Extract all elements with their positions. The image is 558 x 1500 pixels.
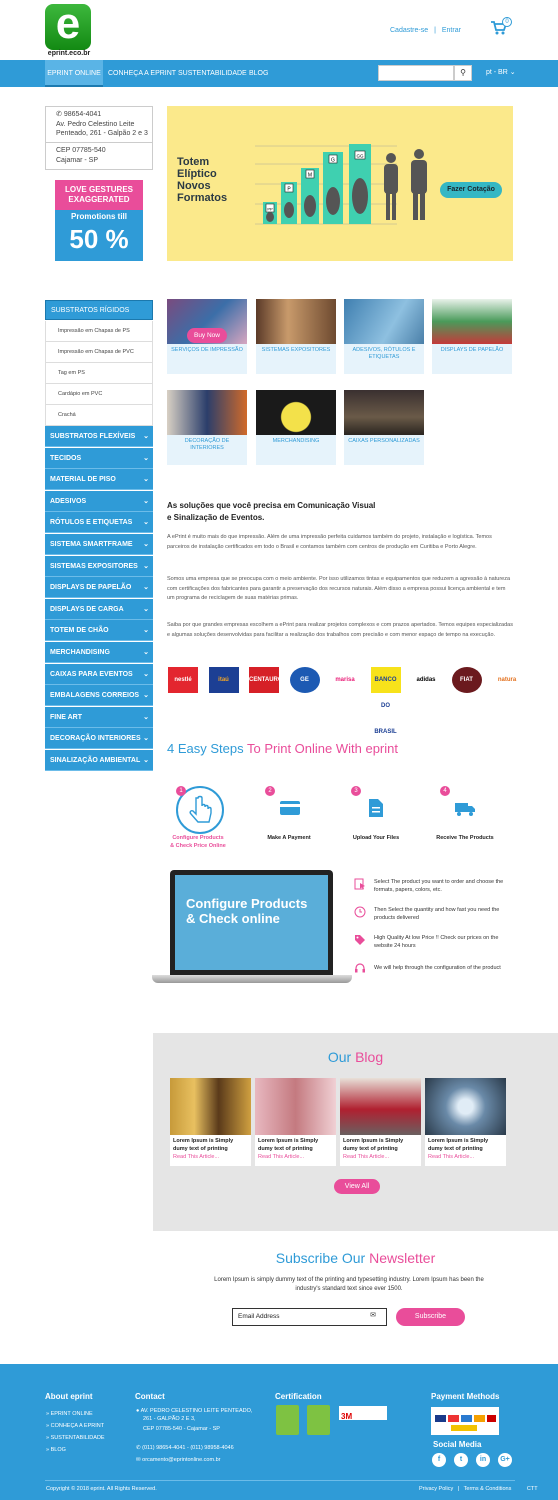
promo-headline: LOVE GESTURES EXAGGERATED xyxy=(55,180,143,210)
step-number: 1 xyxy=(176,786,186,796)
tile-decoracao-interiores[interactable] xyxy=(167,390,247,465)
read-more-link[interactable]: Read This Article... xyxy=(173,1154,220,1160)
google-plus-icon[interactable]: G+ xyxy=(498,1453,512,1467)
promo-percent: 50 % xyxy=(69,224,129,254)
brand-logo: CENTAURO xyxy=(249,667,279,693)
newsletter-title: Subscribe Our Newsletter xyxy=(275,1250,436,1266)
chevron-down-icon: ⌄ xyxy=(143,584,149,592)
step-number: 4 xyxy=(440,786,450,796)
footer-payment-title: Payment Methods xyxy=(431,1392,500,1401)
search-icon: ⚲ xyxy=(460,68,466,77)
eprint-logo[interactable]: e xyxy=(45,4,91,50)
sidebar-head-substratos-rigidos[interactable]: SUBSTRATOS RÍGIDOS xyxy=(45,300,153,320)
footer-social-title: Social Media xyxy=(433,1440,482,1449)
sidebar-category[interactable]: ADESIVOS ⌄ xyxy=(45,491,153,512)
chevron-down-icon: ⌄ xyxy=(143,627,149,635)
promo-till: Promotions till xyxy=(71,212,127,221)
register-link[interactable]: Cadastre-se xyxy=(390,27,429,34)
facebook-icon[interactable]: f xyxy=(432,1453,446,1467)
nav-eprint-online[interactable]: EPRINT ONLINE xyxy=(45,60,103,87)
svg-text:PP: PP xyxy=(267,206,273,212)
card-logos-icon xyxy=(431,1407,499,1435)
envelope-icon: ✉ xyxy=(370,1312,376,1319)
contact-address-1: Av. Pedro Celestino Leite xyxy=(56,120,135,128)
link-separator: | xyxy=(434,27,436,34)
sidebar-subitem[interactable]: Tag em PS xyxy=(45,363,153,384)
footer-about-title: About eprint xyxy=(45,1392,93,1401)
tile-image xyxy=(432,299,512,344)
chevron-down-icon: ⌄ xyxy=(143,670,149,678)
contact-cep-box xyxy=(45,143,153,170)
footer-cert-title: Certification xyxy=(275,1392,322,1401)
chevron-down-icon: ⌄ xyxy=(143,497,149,505)
map-pin-icon: ● xyxy=(136,1408,140,1414)
view-all-button[interactable]: View All xyxy=(334,1179,380,1194)
chevron-down-icon: ⌄ xyxy=(509,69,516,76)
brand-logo: GE xyxy=(290,667,320,693)
tile-sistemas-expositores[interactable] xyxy=(256,299,336,374)
blog-post[interactable]: Lorem Ipsum is Simply dumy text of printing Read This Article... xyxy=(170,1078,251,1166)
laptop-base xyxy=(152,975,352,983)
3m-certification-badge: 3M xyxy=(339,1406,387,1420)
about-paragraph-1: A ePrint é muito mais do que impressão. Além de uma impressão perfeita cuidamos também do projeto, instalação e logística. Temos parceiros de instalação certificados em todo o Brasil e contamos também com centros de produção em Curitiba e Porto Alegre. xyxy=(167,534,492,550)
footer-contact-title: Contact xyxy=(135,1392,165,1401)
nav-conheca[interactable]: CONHEÇA A EPRINT xyxy=(108,70,177,77)
email-field[interactable]: Email Address xyxy=(232,1308,387,1326)
clock-icon xyxy=(354,906,366,918)
certification-badge xyxy=(276,1405,299,1435)
step-label-receive: Receive The Products xyxy=(436,835,494,841)
sidebar-category[interactable]: SISTEMA SMARTFRAME ⌄ xyxy=(45,534,153,555)
tile-image xyxy=(256,390,336,435)
chevron-down-icon: ⌄ xyxy=(143,713,149,721)
tile-displays-papelao[interactable] xyxy=(432,299,512,374)
privacy-link[interactable]: Privacy Policy xyxy=(419,1486,454,1492)
sidebar-category[interactable]: SUBSTRATOS FLEXÍVEIS ⌄ xyxy=(45,426,153,447)
tile-image xyxy=(344,390,424,435)
tile-image xyxy=(256,299,336,344)
nav-blog[interactable]: BLOG xyxy=(249,70,269,77)
laptop-caption: Configure Products & Check online xyxy=(186,896,308,926)
login-link[interactable]: Entrar xyxy=(441,27,461,34)
brand-logo: natura xyxy=(492,667,522,693)
tile-label: DECORAÇÃO DE INTERIORES xyxy=(184,438,230,451)
svg-text:G: G xyxy=(331,157,335,164)
read-more-link[interactable]: Read This Article... xyxy=(258,1154,305,1160)
buy-now-button[interactable]: Buy Now xyxy=(187,328,227,343)
footer-link[interactable]: » EPRINT ONLINE xyxy=(46,1411,93,1417)
payment-methods-image xyxy=(431,1407,499,1435)
brand-logo: adidas xyxy=(411,667,441,693)
svg-text:GG: GG xyxy=(356,153,364,159)
nav-sustentabilidade[interactable]: SUSTENTABILIDADE xyxy=(178,70,247,77)
about-title: As soluções que você precisa em Comunicação Visual e Sinalização de Eventos. xyxy=(167,501,376,522)
footer-legal-links: Privacy Policy | Terms & Conditions CTT xyxy=(419,1486,538,1492)
step-label-upload: Upload Your Files xyxy=(352,835,400,841)
brand-logo: BANCO DO BRASIL xyxy=(371,667,401,693)
feature-text: We will help through the configuration of the product xyxy=(374,965,501,971)
tile-image xyxy=(344,299,424,344)
contact-phone: 98654-4041 xyxy=(63,111,102,118)
phone-icon: ✆ xyxy=(136,1445,141,1451)
brand-logo: nestlé xyxy=(168,667,198,693)
step-number: 3 xyxy=(351,786,361,796)
subscribe-button[interactable]: Subscribe xyxy=(396,1308,465,1326)
chevron-down-icon: ⌄ xyxy=(143,541,149,548)
read-more-link[interactable]: Read This Article... xyxy=(428,1154,475,1160)
brand-logo: marisa xyxy=(330,667,360,693)
ctt-link[interactable]: CTT xyxy=(526,1486,538,1492)
terms-link[interactable]: Terms & Conditions xyxy=(463,1486,512,1492)
blog-post[interactable]: Lorem Ipsum is Simply dumy text of printing Read This Article... xyxy=(425,1078,506,1166)
sidebar-category[interactable]: MATERIAL DE PISO ⌄ xyxy=(45,469,153,490)
sidebar-category[interactable]: MERCHANDISING ⌄ xyxy=(45,642,153,663)
sidebar-category[interactable]: TOTEM DE CHÃO ⌄ xyxy=(45,620,153,641)
sidebar-category[interactable]: FINE ART ⌄ xyxy=(45,707,153,728)
blog-post[interactable]: Lorem Ipsum is Simply dumy text of printing Read This Article... xyxy=(340,1078,421,1166)
footer-divider xyxy=(45,1480,515,1481)
chevron-down-icon: ⌄ xyxy=(143,476,149,484)
sidebar-subitem[interactable]: Cardápio em PVC xyxy=(45,384,153,405)
tile-merchandising[interactable] xyxy=(256,390,336,465)
chevron-down-icon: ⌄ xyxy=(143,757,149,764)
quote-button[interactable]: Fazer Cotação xyxy=(440,182,502,198)
step-number: 2 xyxy=(265,786,275,796)
sidebar-subitem[interactable]: Crachá xyxy=(45,405,153,426)
feature-text: Then Select the quantity and how fast you need the products delivered xyxy=(374,907,500,921)
blog-title: Our Blog xyxy=(327,1049,384,1065)
twitter-icon[interactable]: t xyxy=(454,1453,468,1467)
newsletter-text: Lorem Ipsum is simply dummy text of the printing and typesetting industry. Lorem Ipsum has been the industry's standard text since ever 1500. xyxy=(214,1277,484,1292)
step-label-configure: Configure Products & Check Price Online xyxy=(170,835,226,849)
sidebar-category[interactable]: SINALIZAÇÃO AMBIENTAL ⌄ xyxy=(45,750,153,771)
envelope-icon: ✉ xyxy=(136,1457,141,1463)
feature-text: High Quality At low Price !! Check our prices on the website 24 hours xyxy=(374,935,499,949)
footer-phone: ✆ (011) 98654-4041 - (011) 98958-4046 xyxy=(136,1445,234,1451)
logo-text: eprint.eco.br xyxy=(47,50,91,57)
footer-link[interactable]: » SUSTENTABILIDADE xyxy=(46,1435,105,1441)
tag-icon xyxy=(354,934,366,946)
contact-city: Cajamar - SP xyxy=(56,156,99,164)
contact-cep: CEP 07785-540 xyxy=(56,147,106,154)
search-input[interactable] xyxy=(378,65,454,81)
sidebar-subitem[interactable]: Impressão em Chapas de PVC xyxy=(45,342,153,363)
feature-text: Select The product you want to order and choose the formats, papers, colors, etc. xyxy=(374,879,504,893)
sidebar-category[interactable]: CAIXAS PARA EVENTOS ⌄ xyxy=(45,664,153,685)
contact-address-2: Penteado, 261 - Galpão 2 e 3 xyxy=(56,130,148,137)
banner-title: Totem Elíptico Novos Formatos xyxy=(177,156,228,204)
search-button[interactable] xyxy=(454,65,472,81)
sidebar-category[interactable]: EMBALAGENS CORREIOS ⌄ xyxy=(45,685,153,706)
tile-label: SISTEMAS EXPOSITORES xyxy=(261,347,331,353)
footer-address: ● AV. PEDRO CELESTINO LEITE PENTEADO, 261 - GALPÃO 2 E 3, CEP 07785-540 - Cajamar - SP xyxy=(136,1408,253,1432)
file-icon xyxy=(368,798,384,818)
blog-post[interactable]: Lorem Ipsum is Simply dumy text of printing Read This Article... xyxy=(255,1078,336,1166)
headset-icon xyxy=(354,962,366,974)
sidebar-category[interactable]: RÓTULOS E ETIQUETAS ⌄ xyxy=(45,512,153,533)
chevron-down-icon: ⌄ xyxy=(143,454,149,462)
tile-label: SERVIÇOS DE IMPRESSÃO xyxy=(171,347,243,353)
read-more-link[interactable]: Read This Article... xyxy=(343,1154,390,1160)
brand-logo: FIAT xyxy=(452,667,482,693)
brand-logo: itaú xyxy=(209,667,239,693)
chevron-down-icon: ⌄ xyxy=(143,735,149,743)
phone-icon: ✆ xyxy=(56,111,62,118)
tile-image xyxy=(167,390,247,435)
tile-label: ADESIVOS, RÓTULOS E ETIQUETAS xyxy=(352,347,416,360)
footer-link[interactable]: » CONHEÇA A EPRINT xyxy=(46,1423,105,1429)
tile-caixas-personalizadas[interactable] xyxy=(344,390,424,465)
cart-count-badge: 0 xyxy=(502,17,512,27)
truck-icon xyxy=(454,801,476,817)
sidebar-category[interactable]: DISPLAYS DE PAPELÃO ⌄ xyxy=(45,577,153,598)
chevron-down-icon: ⌄ xyxy=(143,692,149,700)
sidebar-subitem[interactable]: Impressão em Chapas de PS xyxy=(45,321,153,342)
about-paragraph-3: Saiba por que grandes empresas escolhem a ePrint para realizar projetos complexos e com prazos apertados. Temos equipes especializadas e algumas soluções desenvolvidas para facilitar a realização dos trabalhos com precisão e com menor espaço de tempo na execução. xyxy=(167,622,513,638)
sidebar-category[interactable]: DECORAÇÃO INTERIORES ⌄ xyxy=(45,728,153,749)
svg-text:M: M xyxy=(307,172,313,179)
about-paragraph-2: Somos uma empresa que se preocupa com o meio ambiente. Por isso utilizamos tintas e equipamentos que reduzem a agressão à natureza com certificações dos fabricantes para garantir a preservação dos recursos naturais. Além disso a empresa possui licença ambiental e tem um programa de reciclagem de suas matérias primas. xyxy=(167,576,511,601)
copyright: Copyright © 2018 eprint. All Rights Reserved. xyxy=(46,1486,157,1492)
sidebar-category[interactable]: DISPLAYS DE CARGA ⌄ xyxy=(45,599,153,620)
tile-adesivos[interactable] xyxy=(344,299,424,374)
chevron-down-icon: ⌄ xyxy=(143,649,149,656)
steps-title: 4 Easy Steps To Print Online With eprint xyxy=(167,741,398,756)
certification-badge xyxy=(307,1405,330,1435)
footer-email[interactable]: ✉ orcamento@eprintonline.com.br xyxy=(136,1457,221,1463)
tile-label: MERCHANDISING xyxy=(272,438,320,444)
step-label-payment: Make A Payment xyxy=(267,835,311,841)
main-nav xyxy=(0,60,558,87)
sidebar-category[interactable]: TECIDOS ⌄ xyxy=(45,448,153,469)
linkedin-icon[interactable]: in xyxy=(476,1453,490,1467)
svg-text:P: P xyxy=(287,186,291,193)
chevron-down-icon: ⌄ xyxy=(143,605,149,613)
contact-box xyxy=(45,106,153,143)
language-select[interactable]: pt - BR ⌄ xyxy=(486,69,516,76)
sidebar-category[interactable]: SISTEMAS EXPOSITORES ⌄ xyxy=(45,556,153,577)
chevron-down-icon: ⌄ xyxy=(143,562,149,570)
footer-link[interactable]: » BLOG xyxy=(46,1447,66,1453)
tile-label: DISPLAYS DE PAPELÃO xyxy=(440,347,504,353)
chevron-down-icon: ⌄ xyxy=(143,433,149,440)
tile-label: CAIXAS PERSONALIZADAS xyxy=(348,438,420,444)
credit-card-icon xyxy=(279,800,301,816)
chevron-down-icon: ⌄ xyxy=(143,519,149,527)
select-icon xyxy=(354,878,366,890)
